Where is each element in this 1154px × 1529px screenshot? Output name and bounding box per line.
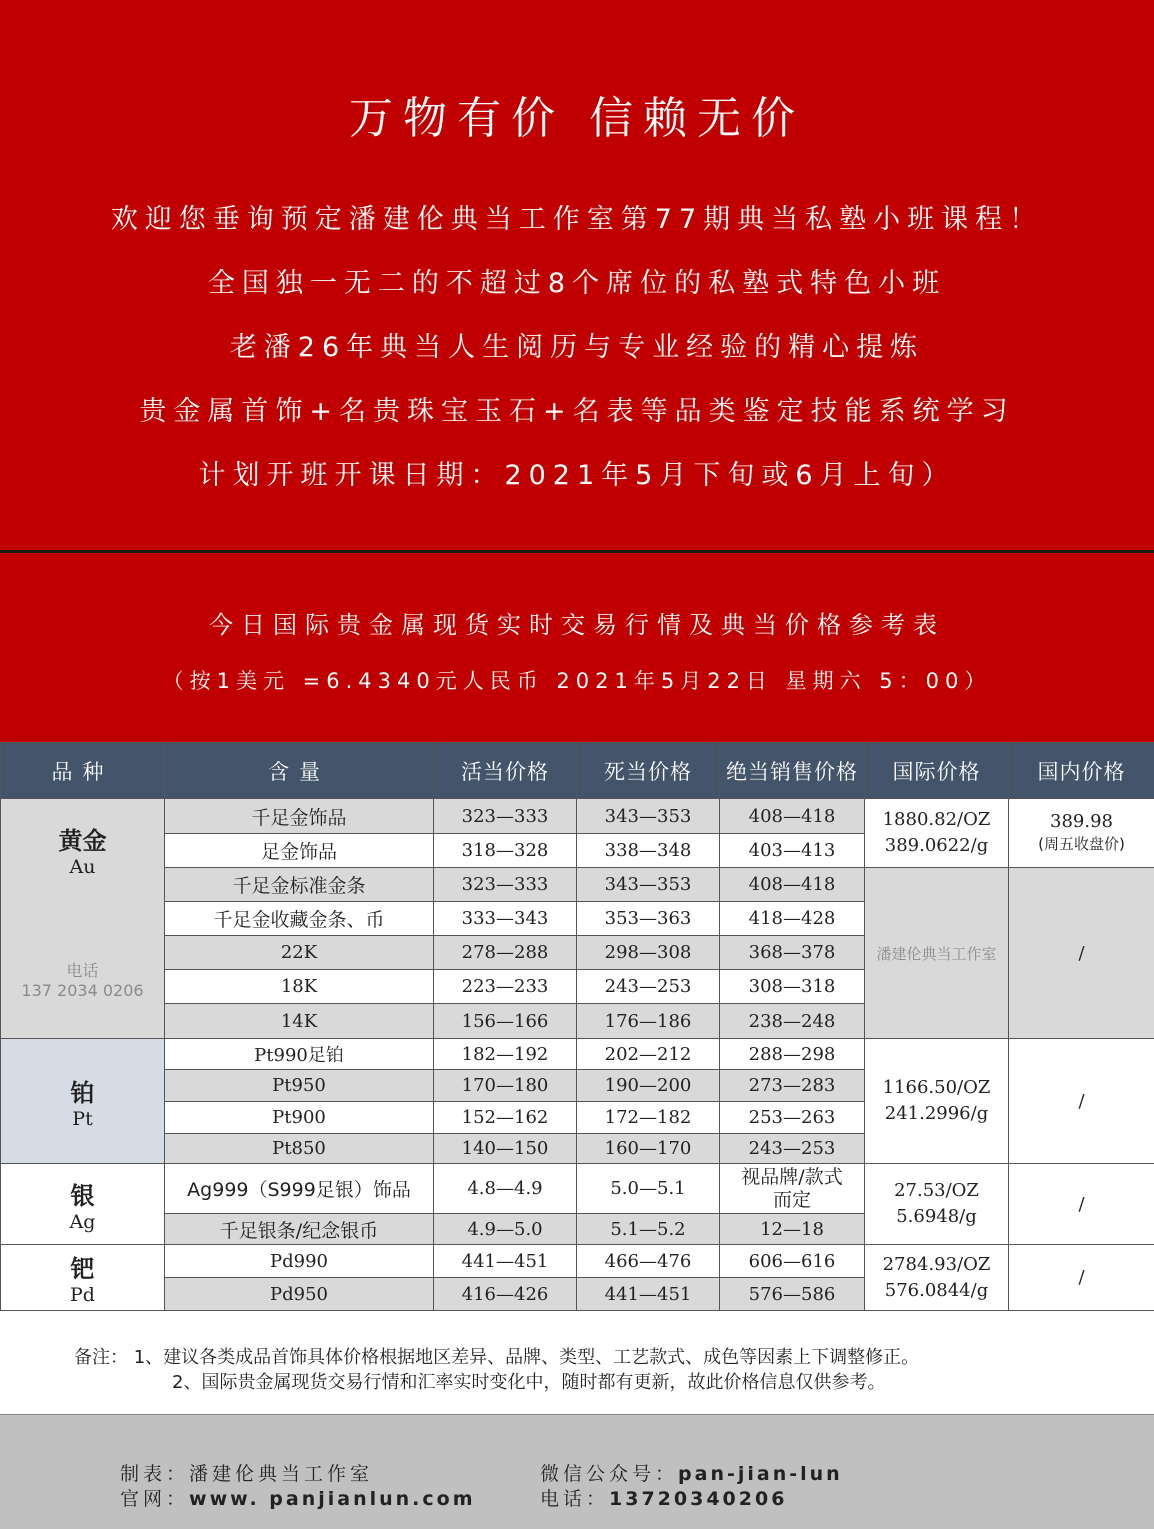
intl-price-oz: 1880.82/OZ bbox=[882, 809, 991, 830]
intl-price-palladium bbox=[865, 1245, 1009, 1311]
table-row bbox=[1, 1245, 1154, 1278]
content-cell: Pd990 bbox=[165, 1245, 434, 1278]
intl-price-watermark bbox=[865, 868, 1009, 1039]
pawn-price-cell: 223—233 bbox=[434, 970, 577, 1004]
header-forfeit-sale-price: 绝当销售价格 bbox=[720, 743, 865, 799]
promo-line-5: 计划开班开课日期：2021年5月下旬或6月上旬） bbox=[198, 460, 956, 491]
dead-pawn-price-cell: 466—476 bbox=[577, 1245, 720, 1278]
forfeit-price-cell: 12—18 bbox=[720, 1214, 865, 1245]
header-content: 含量 bbox=[165, 743, 434, 799]
dead-pawn-price-cell: 298—308 bbox=[577, 936, 720, 970]
intl-price-platinum bbox=[865, 1039, 1009, 1164]
dead-pawn-price-cell: 343—353 bbox=[577, 868, 720, 902]
forfeit-price-cell: 606—616 bbox=[720, 1245, 865, 1278]
forfeit-price-cell: 253—263 bbox=[720, 1102, 865, 1134]
dead-pawn-price-cell: 353—363 bbox=[577, 902, 720, 936]
dead-pawn-price-cell: 441—451 bbox=[577, 1278, 720, 1311]
content-cell: Pt950 bbox=[165, 1070, 434, 1102]
category-silver bbox=[1, 1164, 165, 1245]
forfeit-price-cell: 418—428 bbox=[720, 902, 865, 936]
pawn-price-cell: 4.9—5.0 bbox=[434, 1214, 577, 1245]
wechat-label: 微信公众号： bbox=[540, 1463, 679, 1485]
content-cell: 18K bbox=[165, 970, 434, 1004]
category-symbol: Ag bbox=[69, 1210, 96, 1233]
forfeit-price-cell: 408—418 bbox=[720, 799, 865, 834]
table-header-row bbox=[1, 743, 1154, 799]
forfeit-price-cell: 403—413 bbox=[720, 834, 865, 868]
promo-line-1: 欢迎您垂询预定潘建伦典当工作室第77期典当私塾小班课程！ bbox=[110, 204, 1044, 235]
notes-section bbox=[0, 1311, 1154, 1414]
content-cell: 千足金饰品 bbox=[165, 799, 434, 834]
intl-price-oz: 27.53/OZ bbox=[894, 1180, 979, 1201]
forfeit-price-cell: 273—283 bbox=[720, 1070, 865, 1102]
content-cell: Pt990足铂 bbox=[165, 1039, 434, 1070]
promo-line-3: 老潘26年典当人生阅历与专业经验的精心提炼 bbox=[229, 332, 925, 363]
domestic-price-palladium: / bbox=[1009, 1245, 1154, 1311]
forfeit-price-cell: 238—248 bbox=[720, 1004, 865, 1039]
promo-line-4: 贵金属首饰+名贵珠宝玉石+名表等品类鉴定技能系统学习 bbox=[139, 396, 1015, 427]
phone-number: 137 2034 0206 bbox=[21, 981, 144, 1000]
content-cell: 22K bbox=[165, 936, 434, 970]
wechat-account: pan-jian-lun bbox=[678, 1463, 843, 1485]
promo-line-2: 全国独一无二的不超过8个席位的私塾式特色小班 bbox=[207, 268, 947, 299]
domestic-price-bars bbox=[1009, 868, 1154, 1039]
content-cell: 足金饰品 bbox=[165, 834, 434, 868]
forfeit-price-cell: 368—378 bbox=[720, 936, 865, 970]
promo-banner bbox=[0, 0, 1154, 550]
website-link[interactable]: www. panjianlun.com bbox=[189, 1488, 476, 1510]
category-symbol: Pd bbox=[70, 1284, 95, 1306]
intl-price-gold bbox=[865, 799, 1009, 868]
pawn-price-cell: 318—328 bbox=[434, 834, 577, 868]
pawn-price-cell: 182—192 bbox=[434, 1039, 577, 1070]
pawn-price-cell: 170—180 bbox=[434, 1070, 577, 1102]
pawn-price-cell: 416—426 bbox=[434, 1278, 577, 1311]
dead-pawn-price-cell: 343—353 bbox=[577, 799, 720, 834]
forfeit-price-cell: 408—418 bbox=[720, 868, 865, 902]
dead-pawn-price-cell: 176—186 bbox=[577, 1004, 720, 1039]
pawn-price-cell: 4.8—4.9 bbox=[434, 1164, 577, 1214]
forfeit-price-cell: 视品牌/款式而定 bbox=[720, 1164, 865, 1214]
table-row bbox=[1, 1039, 1154, 1070]
table-row bbox=[1, 868, 1154, 902]
content-cell: 千足银条/纪念银币 bbox=[165, 1214, 434, 1245]
pawn-price-cell: 140—150 bbox=[434, 1134, 577, 1164]
content-cell: Pd950 bbox=[165, 1278, 434, 1311]
maker-label: 制表：潘建伦典当工作室 bbox=[120, 1463, 374, 1485]
category-name: 银 bbox=[70, 1181, 95, 1210]
intl-price-gram: 5.6948/g bbox=[896, 1206, 977, 1227]
dead-pawn-price-cell: 338—348 bbox=[577, 834, 720, 868]
intl-price-oz: 2784.93/OZ bbox=[882, 1253, 991, 1275]
contact-phone bbox=[540, 1484, 787, 1511]
studio-watermark: 潘建伦典当工作室 bbox=[876, 944, 997, 963]
exchange-rate-line: （按1美元 =6.4340元人民币 2021年5月22日 星期六 5：00） bbox=[162, 669, 992, 693]
header-pawn-price: 活当价格 bbox=[434, 743, 577, 799]
category-palladium bbox=[1, 1245, 165, 1311]
forfeit-price-cell: 288—298 bbox=[720, 1039, 865, 1070]
domestic-price-silver: / bbox=[1009, 1164, 1154, 1245]
wechat bbox=[540, 1459, 843, 1486]
category-name: 钯 bbox=[70, 1255, 95, 1283]
content-cell: Pt900 bbox=[165, 1102, 434, 1134]
phone-label: 电话 bbox=[66, 961, 99, 980]
dead-pawn-price-cell: 5.0—5.1 bbox=[577, 1164, 720, 1214]
price-table bbox=[0, 742, 1154, 1311]
phone-label: 电话： bbox=[540, 1488, 610, 1510]
pawn-price-cell: 152—162 bbox=[434, 1102, 577, 1134]
domestic-price-dash: / bbox=[1078, 942, 1085, 964]
pawn-price-cell: 156—166 bbox=[434, 1004, 577, 1039]
category-gold bbox=[1, 799, 165, 1039]
intl-price-silver bbox=[865, 1164, 1009, 1245]
dead-pawn-price-cell: 243—253 bbox=[577, 970, 720, 1004]
domestic-price-note: (周五收盘价) bbox=[1038, 835, 1125, 853]
pawn-price-cell: 441—451 bbox=[434, 1245, 577, 1278]
table-title: 今日国际贵金属现货实时交易行情及典当价格参考表 bbox=[209, 611, 945, 639]
header-intl-price: 国际价格 bbox=[865, 743, 1009, 799]
dead-pawn-price-cell: 202—212 bbox=[577, 1039, 720, 1070]
slogan: 万物有价 信赖无价 bbox=[349, 93, 805, 144]
content-cell: 14K bbox=[165, 1004, 434, 1039]
content-cell: Ag999（S999足银）饰品 bbox=[165, 1164, 434, 1214]
note-line-2: 2、国际贵金属现货交易行情和汇率实时变化中，随时都有更新，故此价格信息仅供参考。 bbox=[172, 1372, 886, 1393]
note-line-1: 备注： 1、建议各类成品首饰具体价格根据地区差异、品牌、类型、工艺款式、成色等因素上下调整修正。 bbox=[74, 1347, 920, 1368]
phone-number: 13720340206 bbox=[609, 1488, 788, 1510]
table-row bbox=[1, 799, 1154, 834]
category-symbol: Au bbox=[69, 856, 96, 878]
footer bbox=[0, 1414, 1154, 1529]
website bbox=[120, 1484, 476, 1511]
pawn-price-cell: 323—333 bbox=[434, 799, 577, 834]
content-cell: 千足金收藏金条、币 bbox=[165, 902, 434, 936]
website-label: 官网： bbox=[120, 1488, 190, 1510]
domestic-price-value: 389.98 bbox=[1050, 811, 1113, 832]
category-name: 铂 bbox=[70, 1078, 95, 1107]
forfeit-price-cell: 308—318 bbox=[720, 970, 865, 1004]
header-variety: 品种 bbox=[1, 743, 165, 799]
table-row bbox=[1, 1164, 1154, 1214]
content-cell: 千足金标准金条 bbox=[165, 868, 434, 902]
intl-price-gram: 241.2996/g bbox=[884, 1103, 989, 1124]
forfeit-price-cell: 243—253 bbox=[720, 1134, 865, 1164]
intl-price-gram: 389.0622/g bbox=[884, 835, 989, 856]
dead-pawn-price-cell: 190—200 bbox=[577, 1070, 720, 1102]
category-platinum bbox=[1, 1039, 165, 1164]
intl-price-oz: 1166.50/OZ bbox=[882, 1077, 991, 1098]
pawn-price-cell: 323—333 bbox=[434, 868, 577, 902]
domestic-price-platinum: / bbox=[1009, 1039, 1154, 1164]
domestic-price-gold bbox=[1009, 799, 1154, 868]
intl-price-gram: 576.0844/g bbox=[884, 1279, 989, 1301]
forfeit-price-cell: 576—586 bbox=[720, 1278, 865, 1311]
content-cell: Pt850 bbox=[165, 1134, 434, 1164]
table-title-banner bbox=[0, 553, 1154, 742]
category-symbol: Pt bbox=[72, 1107, 93, 1130]
pawn-price-cell: 333—343 bbox=[434, 902, 577, 936]
header-dead-pawn-price: 死当价格 bbox=[577, 743, 720, 799]
category-name: 黄金 bbox=[58, 827, 107, 855]
dead-pawn-price-cell: 5.1—5.2 bbox=[577, 1214, 720, 1245]
dead-pawn-price-cell: 172—182 bbox=[577, 1102, 720, 1134]
header-domestic-price: 国内价格 bbox=[1009, 743, 1154, 799]
dead-pawn-price-cell: 160—170 bbox=[577, 1134, 720, 1164]
pawn-price-cell: 278—288 bbox=[434, 936, 577, 970]
